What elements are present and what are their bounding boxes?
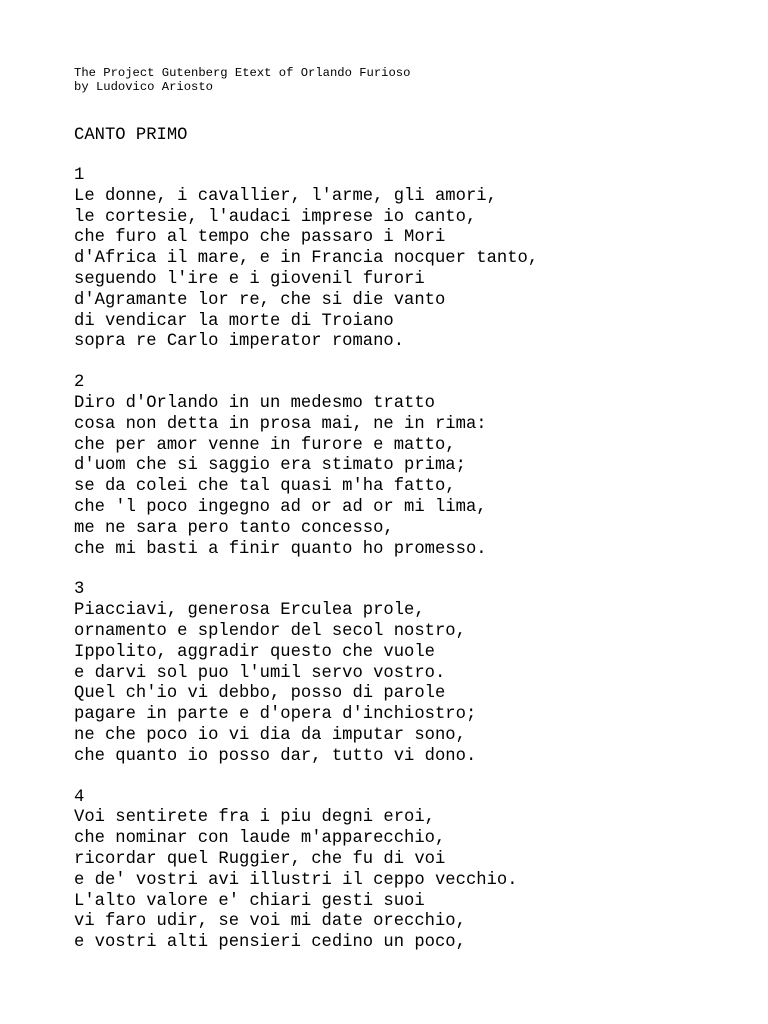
verse-line: sopra re Carlo imperator romano. (74, 332, 405, 352)
verse-line: cosa non detta in prosa mai, ne in rima: (74, 414, 487, 434)
stanza-number: 4 (74, 787, 85, 807)
verse-line: Diro d'Orlando in un medesmo tratto (74, 393, 435, 413)
verse-line: che quanto io posso dar, tutto vi dono. (74, 746, 477, 766)
canto-title: CANTO PRIMO (74, 126, 188, 145)
verse-line: Quel ch'io vi debbo, posso di parole (74, 684, 446, 704)
header-title: The Project Gutenberg Etext of Orlando Furioso (74, 66, 411, 80)
verse-line: e darvi sol puo l'umil servo vostro. (74, 663, 446, 683)
verse-line: d'uom che si saggio era stimato prima; (74, 456, 466, 476)
stanza-number: 3 (74, 580, 85, 600)
verse-line: Ippolito, aggradir questo che vuole (74, 642, 435, 662)
verse-line: d'Agramante lor re, che si die vanto (74, 290, 446, 310)
verse-line: me ne sara pero tanto concesso, (74, 518, 394, 538)
verse-line: di vendicar la morte di Troiano (74, 311, 394, 331)
stanza-number: 1 (74, 166, 85, 185)
verse-line: L'alto valore e' chiari gesti suoi (74, 891, 425, 911)
stanza-number: 2 (74, 373, 85, 393)
verse-line: seguendo l'ire e i giovenil furori (74, 269, 425, 289)
verse-line: ne che poco io vi dia da imputar sono, (74, 725, 466, 745)
stanza-1 (74, 166, 754, 353)
verse-line: Voi sentirete fra i piu degni eroi, (74, 808, 435, 828)
verse-line: ornamento e splendor del secol nostro, (74, 621, 466, 641)
verse-line: Piacciavi, generosa Erculea prole, (74, 601, 425, 621)
verse-line: se da colei che tal quasi m'ha fatto, (74, 477, 456, 497)
verse-line: e de' vostri avi illustri il ceppo vecchio. (74, 870, 518, 890)
verse-line: Le donne, i cavallier, l'arme, gli amori, (74, 186, 497, 206)
header-author: by Ludovico Ariosto (74, 80, 213, 94)
verse-line: le cortesie, l'audaci imprese io canto, (74, 207, 477, 227)
stanza-4 (74, 788, 754, 954)
document-page (74, 66, 754, 974)
stanza-list (74, 166, 754, 954)
verse-line: e vostri alti pensieri cedino un poco, (74, 933, 466, 953)
verse-line: pagare in parte e d'opera d'inchiostro; (74, 705, 477, 725)
verse-line: che mi basti a finir quanto ho promesso. (74, 539, 487, 559)
verse-line: che per amor venne in furore e matto, (74, 435, 456, 455)
stanza-2 (74, 373, 754, 560)
verse-line: ricordar quel Ruggier, che fu di voi (74, 849, 446, 869)
verse-line: che nominar con laude m'apparecchio, (74, 829, 446, 849)
verse-line: vi faro udir, se voi mi date orecchio, (74, 912, 466, 932)
verse-line: che 'l poco ingegno ad or ad or mi lima, (74, 497, 487, 517)
verse-line: d'Africa il mare, e in Francia nocquer tanto, (74, 249, 539, 269)
stanza-3 (74, 580, 754, 767)
verse-line: che furo al tempo che passaro i Mori (74, 228, 446, 248)
